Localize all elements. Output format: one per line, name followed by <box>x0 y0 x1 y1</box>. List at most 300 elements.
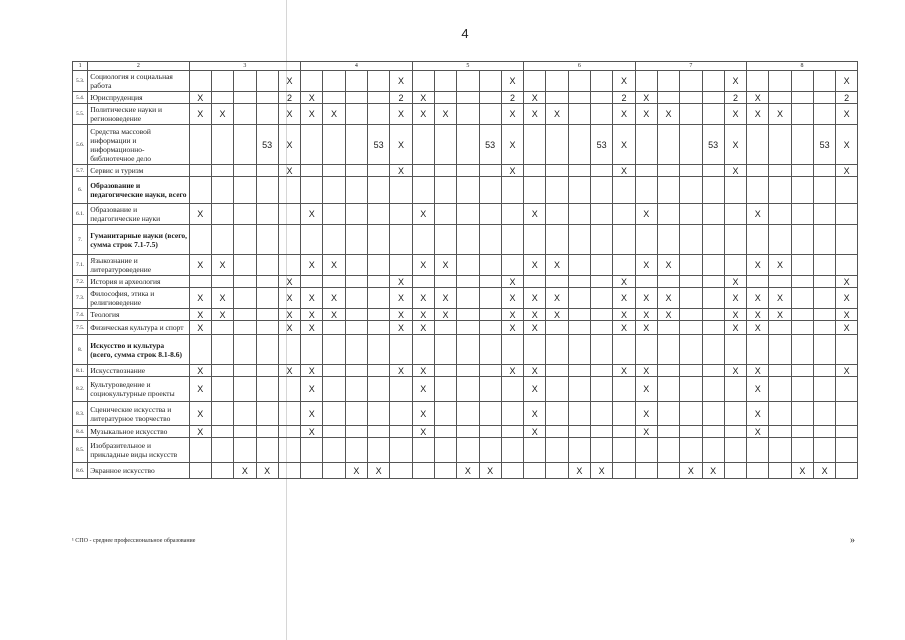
table-cell <box>457 276 479 288</box>
table-cell: X <box>635 309 657 321</box>
table-cell: X <box>613 104 635 125</box>
table-cell: X <box>524 309 546 321</box>
table-cell <box>434 438 456 463</box>
table-cell: X <box>189 365 211 377</box>
row-name: Образование и педагогические науки <box>88 204 189 225</box>
table-cell <box>568 177 590 204</box>
table-cell <box>479 426 501 438</box>
table-cell <box>568 165 590 177</box>
table-cell: X <box>278 165 300 177</box>
table-cell <box>769 321 791 335</box>
table-cell <box>390 377 412 402</box>
table-cell <box>234 204 256 225</box>
header-row <box>73 62 858 71</box>
table-row <box>73 402 858 426</box>
table-cell <box>791 92 813 104</box>
table-cell <box>211 225 233 255</box>
table-cell <box>412 71 434 92</box>
table-cell: X <box>501 365 523 377</box>
table-cell <box>814 204 836 225</box>
table-cell <box>702 309 724 321</box>
row-name: Физическая культура и спорт <box>88 321 189 335</box>
table-cell <box>568 321 590 335</box>
table-cell <box>657 335 679 365</box>
table-cell <box>479 104 501 125</box>
table-cell <box>591 92 613 104</box>
row-name: Изобразительное и прикладные виды искусств <box>88 438 189 463</box>
table-cell: X <box>836 365 858 377</box>
table-cell: X <box>635 321 657 335</box>
table-cell <box>680 426 702 438</box>
table-cell <box>211 463 233 479</box>
table-cell <box>323 71 345 92</box>
table-cell <box>234 165 256 177</box>
table-cell <box>635 225 657 255</box>
table-cell <box>724 225 746 255</box>
table-cell <box>591 104 613 125</box>
table-cell: X <box>189 104 211 125</box>
table-cell <box>189 177 211 204</box>
table-cell <box>368 365 390 377</box>
table-row <box>73 165 858 177</box>
table-cell <box>256 377 278 402</box>
table-cell <box>434 365 456 377</box>
table-cell: X <box>635 402 657 426</box>
table-cell: X <box>836 276 858 288</box>
table-cell <box>814 309 836 321</box>
table-cell <box>680 125 702 165</box>
header-group-3: 3 <box>189 62 301 71</box>
table-cell <box>657 365 679 377</box>
table-cell <box>613 255 635 276</box>
table-cell <box>769 365 791 377</box>
page-number: 4 <box>461 26 469 41</box>
table-cell <box>814 426 836 438</box>
table-cell <box>613 402 635 426</box>
table-cell <box>769 463 791 479</box>
table-cell <box>189 125 211 165</box>
table-cell <box>546 225 568 255</box>
table-cell <box>278 335 300 365</box>
table-cell: 2 <box>724 92 746 104</box>
table-cell <box>769 71 791 92</box>
table-cell <box>501 402 523 426</box>
table-cell <box>345 125 367 165</box>
table-cell <box>635 335 657 365</box>
row-code: 7.1. <box>73 255 88 276</box>
table-cell <box>814 104 836 125</box>
table-cell <box>769 125 791 165</box>
table-cell <box>345 71 367 92</box>
table-cell <box>501 463 523 479</box>
table-cell <box>368 438 390 463</box>
table-cell: X <box>412 204 434 225</box>
table-cell: 53 <box>256 125 278 165</box>
table-cell <box>702 288 724 309</box>
table-row <box>73 92 858 104</box>
table-cell <box>591 204 613 225</box>
table-cell <box>301 225 323 255</box>
table-cell <box>256 225 278 255</box>
table-cell <box>234 288 256 309</box>
table-cell <box>702 177 724 204</box>
table-cell <box>211 377 233 402</box>
table-cell <box>457 177 479 204</box>
table-cell: X <box>301 104 323 125</box>
header-group-8: 8 <box>747 62 858 71</box>
table-cell <box>501 255 523 276</box>
table-cell <box>747 177 769 204</box>
table-cell <box>591 288 613 309</box>
table-cell <box>568 365 590 377</box>
table-cell <box>434 125 456 165</box>
table-cell: 53 <box>479 125 501 165</box>
table-cell: X <box>657 104 679 125</box>
table-row <box>73 225 858 255</box>
table-cell: X <box>613 321 635 335</box>
table-cell <box>368 402 390 426</box>
row-code: 6.1. <box>73 204 88 225</box>
table-cell: X <box>301 321 323 335</box>
table-cell <box>457 104 479 125</box>
table-cell <box>657 204 679 225</box>
table-cell: X <box>412 255 434 276</box>
table-cell <box>301 165 323 177</box>
table-cell <box>791 204 813 225</box>
table-cell <box>524 125 546 165</box>
table-cell <box>501 335 523 365</box>
table-cell <box>479 177 501 204</box>
table-cell <box>747 335 769 365</box>
table-cell <box>791 288 813 309</box>
table-cell <box>368 92 390 104</box>
table-cell <box>256 426 278 438</box>
table-cell <box>568 255 590 276</box>
table-cell <box>791 255 813 276</box>
table-cell <box>479 276 501 288</box>
table-cell <box>390 463 412 479</box>
table-cell <box>501 225 523 255</box>
table-cell: 53 <box>591 125 613 165</box>
table-cell <box>390 225 412 255</box>
table-cell <box>323 177 345 204</box>
table-cell <box>301 125 323 165</box>
table-cell <box>323 426 345 438</box>
table-cell <box>769 276 791 288</box>
table-cell: X <box>278 321 300 335</box>
table-cell <box>345 92 367 104</box>
table-cell: X <box>836 125 858 165</box>
table-cell: X <box>546 309 568 321</box>
table-cell: X <box>189 402 211 426</box>
table-cell <box>368 276 390 288</box>
table-cell <box>345 309 367 321</box>
table-cell <box>412 125 434 165</box>
table-cell: X <box>479 463 501 479</box>
table-cell <box>256 71 278 92</box>
table-cell: X <box>501 309 523 321</box>
table-cell: X <box>189 288 211 309</box>
table-cell <box>769 225 791 255</box>
table-cell <box>657 177 679 204</box>
table-cell: X <box>791 463 813 479</box>
table-cell: X <box>769 104 791 125</box>
table-cell: X <box>323 309 345 321</box>
table-cell <box>501 377 523 402</box>
table-cell <box>368 104 390 125</box>
table-cell <box>345 276 367 288</box>
table-cell <box>680 276 702 288</box>
table-cell <box>591 276 613 288</box>
table-cell <box>256 335 278 365</box>
table-cell <box>680 402 702 426</box>
table-cell: X <box>390 104 412 125</box>
table-cell <box>323 377 345 402</box>
table-cell: X <box>501 276 523 288</box>
table-cell: X <box>724 104 746 125</box>
table-cell <box>836 225 858 255</box>
row-name: Политические науки и регионоведение <box>88 104 189 125</box>
table-cell <box>724 463 746 479</box>
table-cell <box>568 309 590 321</box>
table-cell <box>412 335 434 365</box>
table-cell <box>278 225 300 255</box>
table-cell: X <box>814 463 836 479</box>
table-cell <box>635 177 657 204</box>
table-cell <box>568 71 590 92</box>
table-cell <box>345 255 367 276</box>
table-cell <box>457 438 479 463</box>
table-cell: X <box>524 104 546 125</box>
table-cell <box>657 92 679 104</box>
table-cell <box>345 365 367 377</box>
table-cell <box>836 335 858 365</box>
table-cell <box>345 177 367 204</box>
table-cell <box>256 104 278 125</box>
row-name: Социология и социальная работа <box>88 71 189 92</box>
row-code: 8.2. <box>73 377 88 402</box>
table-cell <box>323 365 345 377</box>
table-cell <box>211 438 233 463</box>
table-cell <box>457 92 479 104</box>
table-cell: X <box>390 321 412 335</box>
table-cell <box>412 177 434 204</box>
table-row <box>73 377 858 402</box>
table-cell <box>657 463 679 479</box>
table-cell <box>434 463 456 479</box>
table-cell <box>747 71 769 92</box>
table-cell: X <box>702 463 724 479</box>
table-cell <box>680 177 702 204</box>
table-cell <box>412 276 434 288</box>
table-cell <box>568 426 590 438</box>
table-cell <box>345 225 367 255</box>
row-code: 7.2. <box>73 276 88 288</box>
table-cell: X <box>501 125 523 165</box>
table-cell: X <box>747 288 769 309</box>
table-cell <box>657 377 679 402</box>
table-cell <box>568 335 590 365</box>
table-cell <box>635 165 657 177</box>
table-cell <box>189 335 211 365</box>
table-cell <box>814 276 836 288</box>
table-cell <box>368 377 390 402</box>
table-cell: X <box>524 288 546 309</box>
table-cell <box>546 177 568 204</box>
table-cell <box>635 125 657 165</box>
table-cell: X <box>657 255 679 276</box>
table-row <box>73 309 858 321</box>
table-cell: X <box>412 92 434 104</box>
table-cell <box>836 426 858 438</box>
table-cell <box>657 125 679 165</box>
table-cell <box>546 426 568 438</box>
table-cell <box>836 463 858 479</box>
table-cell <box>457 321 479 335</box>
table-cell <box>457 255 479 276</box>
table-cell <box>434 177 456 204</box>
table-cell <box>814 335 836 365</box>
table-cell: X <box>501 104 523 125</box>
table-cell <box>211 402 233 426</box>
table-cell: X <box>836 321 858 335</box>
table-cell <box>591 309 613 321</box>
table-cell <box>635 71 657 92</box>
table-cell: X <box>301 377 323 402</box>
table-cell <box>814 225 836 255</box>
row-code: 7.5. <box>73 321 88 335</box>
table-cell <box>591 335 613 365</box>
table-cell <box>457 365 479 377</box>
table-cell <box>791 177 813 204</box>
table-row <box>73 104 858 125</box>
table-cell <box>479 165 501 177</box>
table-cell <box>747 276 769 288</box>
table-cell <box>479 438 501 463</box>
table-cell: X <box>412 288 434 309</box>
row-name: История и археология <box>88 276 189 288</box>
row-name: Сервис и туризм <box>88 165 189 177</box>
table-cell <box>591 165 613 177</box>
table-cell <box>546 377 568 402</box>
table-cell <box>189 438 211 463</box>
table-cell <box>769 402 791 426</box>
table-cell <box>234 104 256 125</box>
table-cell <box>323 438 345 463</box>
table-cell <box>814 365 836 377</box>
table-cell <box>256 365 278 377</box>
table-cell <box>568 125 590 165</box>
row-name: Сценические искусства и литературное творчество <box>88 402 189 426</box>
table-cell: X <box>189 204 211 225</box>
table-cell <box>524 335 546 365</box>
table-cell <box>724 426 746 438</box>
table-cell <box>546 165 568 177</box>
header-col-name: 2 <box>88 62 189 71</box>
row-code: 5.6. <box>73 125 88 165</box>
table-cell <box>234 177 256 204</box>
table-cell <box>591 377 613 402</box>
table-cell <box>680 321 702 335</box>
table-cell: X <box>836 165 858 177</box>
table-cell <box>368 321 390 335</box>
table-cell: X <box>769 288 791 309</box>
table-cell <box>479 288 501 309</box>
table-cell: X <box>390 71 412 92</box>
table-cell: 2 <box>501 92 523 104</box>
table-cell: X <box>189 426 211 438</box>
table-cell: X <box>323 255 345 276</box>
table-cell <box>680 377 702 402</box>
table-cell: X <box>524 377 546 402</box>
row-code: 8.4. <box>73 426 88 438</box>
row-code: 8.3. <box>73 402 88 426</box>
table-cell <box>769 92 791 104</box>
table-cell <box>278 177 300 204</box>
table-cell <box>680 165 702 177</box>
table-cell <box>657 321 679 335</box>
table-row <box>73 288 858 309</box>
table-cell: X <box>724 321 746 335</box>
table-cell: X <box>278 365 300 377</box>
table-cell <box>657 165 679 177</box>
table-cell: X <box>434 255 456 276</box>
row-code: 7.3. <box>73 288 88 309</box>
table-cell: X <box>524 92 546 104</box>
table-cell <box>345 426 367 438</box>
table-cell: X <box>301 92 323 104</box>
table-cell <box>568 204 590 225</box>
table-cell <box>234 276 256 288</box>
table-cell <box>345 204 367 225</box>
table-cell: X <box>836 104 858 125</box>
table-cell <box>702 104 724 125</box>
table-cell: X <box>278 125 300 165</box>
table-cell <box>323 276 345 288</box>
table-cell <box>256 288 278 309</box>
table-cell <box>256 255 278 276</box>
row-name: Теология <box>88 309 189 321</box>
table-cell <box>345 321 367 335</box>
table-cell <box>724 377 746 402</box>
table-cell: X <box>211 288 233 309</box>
header-group-7: 7 <box>635 62 747 71</box>
table-cell <box>211 335 233 365</box>
table-cell <box>724 177 746 204</box>
table-cell <box>345 377 367 402</box>
table-cell: X <box>657 288 679 309</box>
table-cell: X <box>501 321 523 335</box>
row-code: 8.1. <box>73 365 88 377</box>
table-cell: 2 <box>613 92 635 104</box>
table-cell <box>702 377 724 402</box>
table-cell: X <box>278 288 300 309</box>
table-cell: X <box>546 104 568 125</box>
table-cell <box>412 225 434 255</box>
table-cell <box>769 204 791 225</box>
table-cell <box>680 309 702 321</box>
table-cell: X <box>747 309 769 321</box>
table-cell <box>457 204 479 225</box>
header-group-4: 4 <box>301 62 413 71</box>
table-cell: X <box>189 255 211 276</box>
table-cell <box>368 335 390 365</box>
table-cell <box>524 463 546 479</box>
table-cell <box>457 377 479 402</box>
table-cell <box>769 426 791 438</box>
table-cell <box>479 204 501 225</box>
table-cell <box>323 463 345 479</box>
